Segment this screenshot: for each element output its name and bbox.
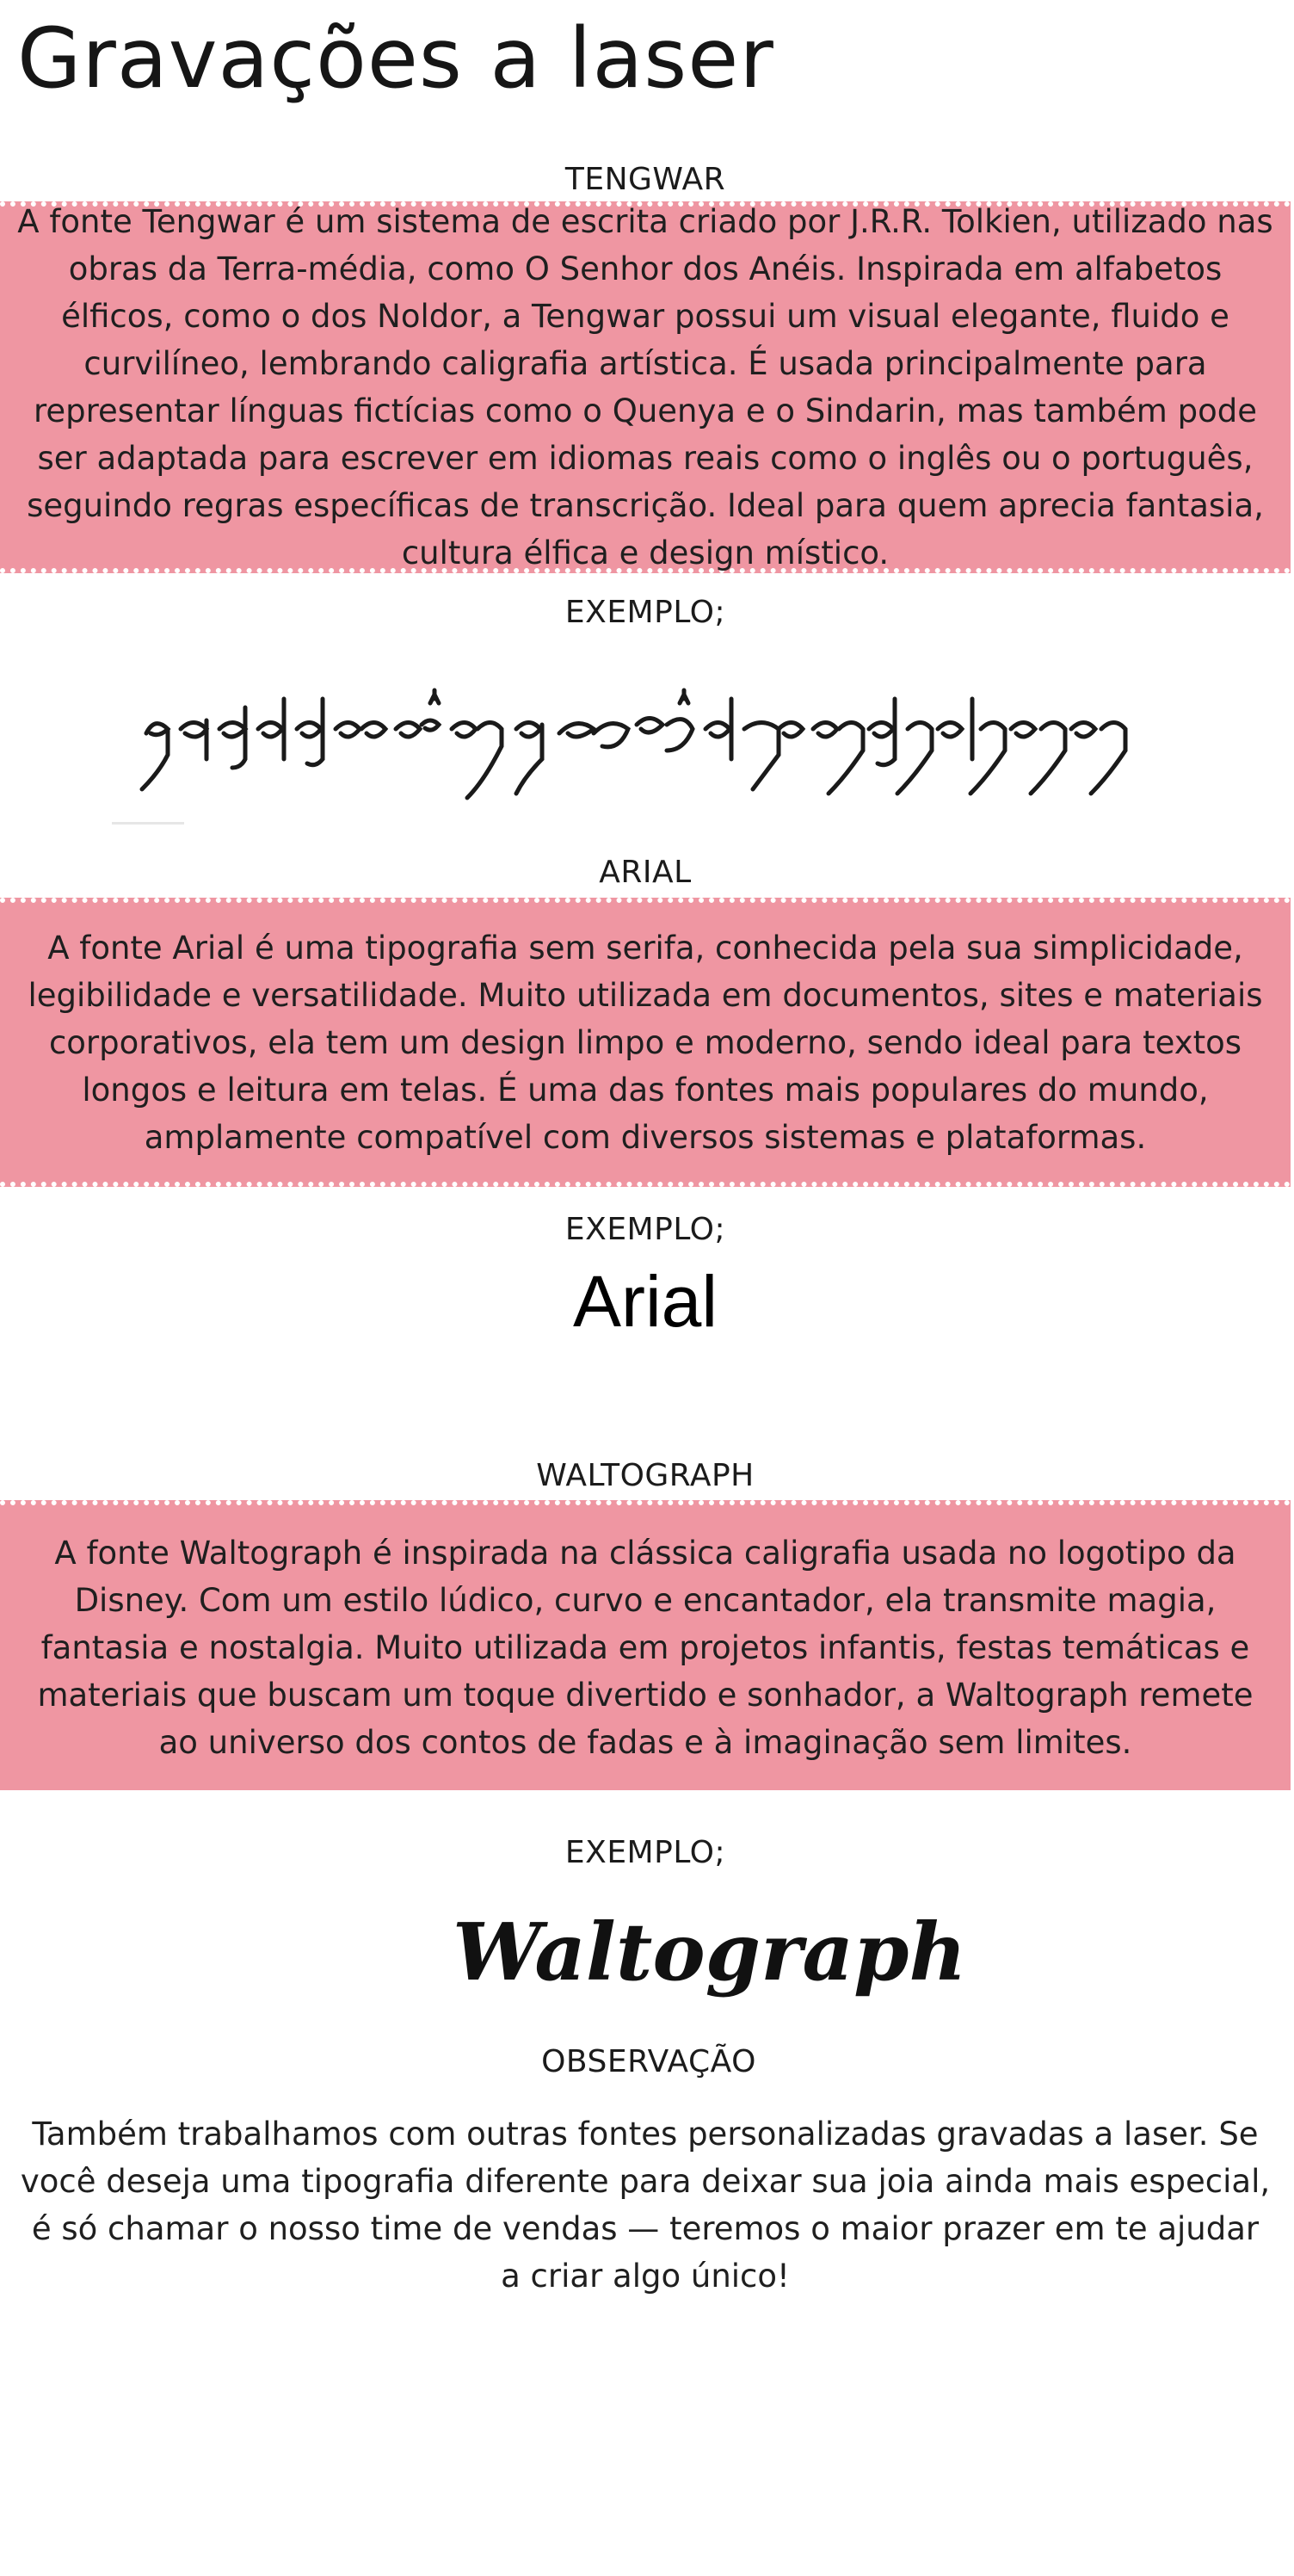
example-divider: [112, 822, 184, 825]
waltograph-example-image: [447, 1889, 967, 2005]
observation-heading: OBSERVAÇÃO: [541, 2044, 756, 2079]
waltograph-description: A fonte Waltograph é inspirada na clássica caligrafia usada no logotipo da Disney. Com um estilo lúdico, curvo e encantador, ela transmite magia, fantasia e nostalgia. Muito utilizada em projetos infantis, festas temáticas e materiais que buscam um toque divertido e sonhador, a Waltograph remete ao universo dos contos de fadas e à imaginação sem limites.: [37, 1535, 1254, 1761]
tengwar-description: A fonte Tengwar é um sistema de escrita criado por J.R.R. Tolkien, utilizado nas obras da Terra-média, como O Senhor dos Anéis. Inspirada em alfabetos élficos, como o dos Noldor, a Tengwar possui um visual elegante, fluido e curvilíneo, lembrando caligrafia artística. É usada principalmente para representar línguas fictícias como o Quenya e o Sindarin, mas também pode ser adaptada para escrever em idiomas reais como o inglês ou o português, seguindo regras específicas de transcrição. Ideal para quem aprecia fantasia, cultura élfica e design místico.: [17, 203, 1273, 571]
arial-example-label: EXEMPLO;: [564, 1212, 726, 1247]
arial-description: A fonte Arial é uma tipografia sem serifa, conhecida pela sua simplicidade, legibilidade e versatilidade. Muito utilizada em documentos, sites e materiais corporativos, ela tem um design limpo e moderno, sendo ideal para textos longos e leitura em telas. É uma das fontes mais populares do mundo, amplamente compatível com diversos sistemas e plataformas.: [28, 929, 1263, 1156]
section-heading-tengwar: TENGWAR: [564, 162, 726, 197]
section-heading-waltograph: WALTOGRAPH: [536, 1458, 755, 1493]
arial-example-text: Arial: [572, 1261, 718, 1342]
page-title: Gravações a laser: [17, 10, 774, 107]
tengwar-description-band: [0, 201, 1291, 573]
tengwar-example-label: EXEMPLO;: [564, 595, 726, 630]
waltograph-example-label: EXEMPLO;: [564, 1835, 726, 1870]
arial-description-band: [0, 898, 1291, 1187]
waltograph-description-band: [0, 1500, 1291, 1790]
tengwar-example-image: [112, 673, 1179, 802]
section-heading-arial: ARIAL: [599, 855, 692, 890]
observation-text: Também trabalhamos com outras fontes personalizadas gravadas a laser. Se você deseja uma tipografia diferente para deixar sua joia ainda mais especial, é só chamar o nosso time de vendas — teremos o maior prazer em te ajudar a criar algo único!: [20, 2116, 1271, 2295]
waltograph-example-text: Waltograph: [453, 1906, 967, 1998]
